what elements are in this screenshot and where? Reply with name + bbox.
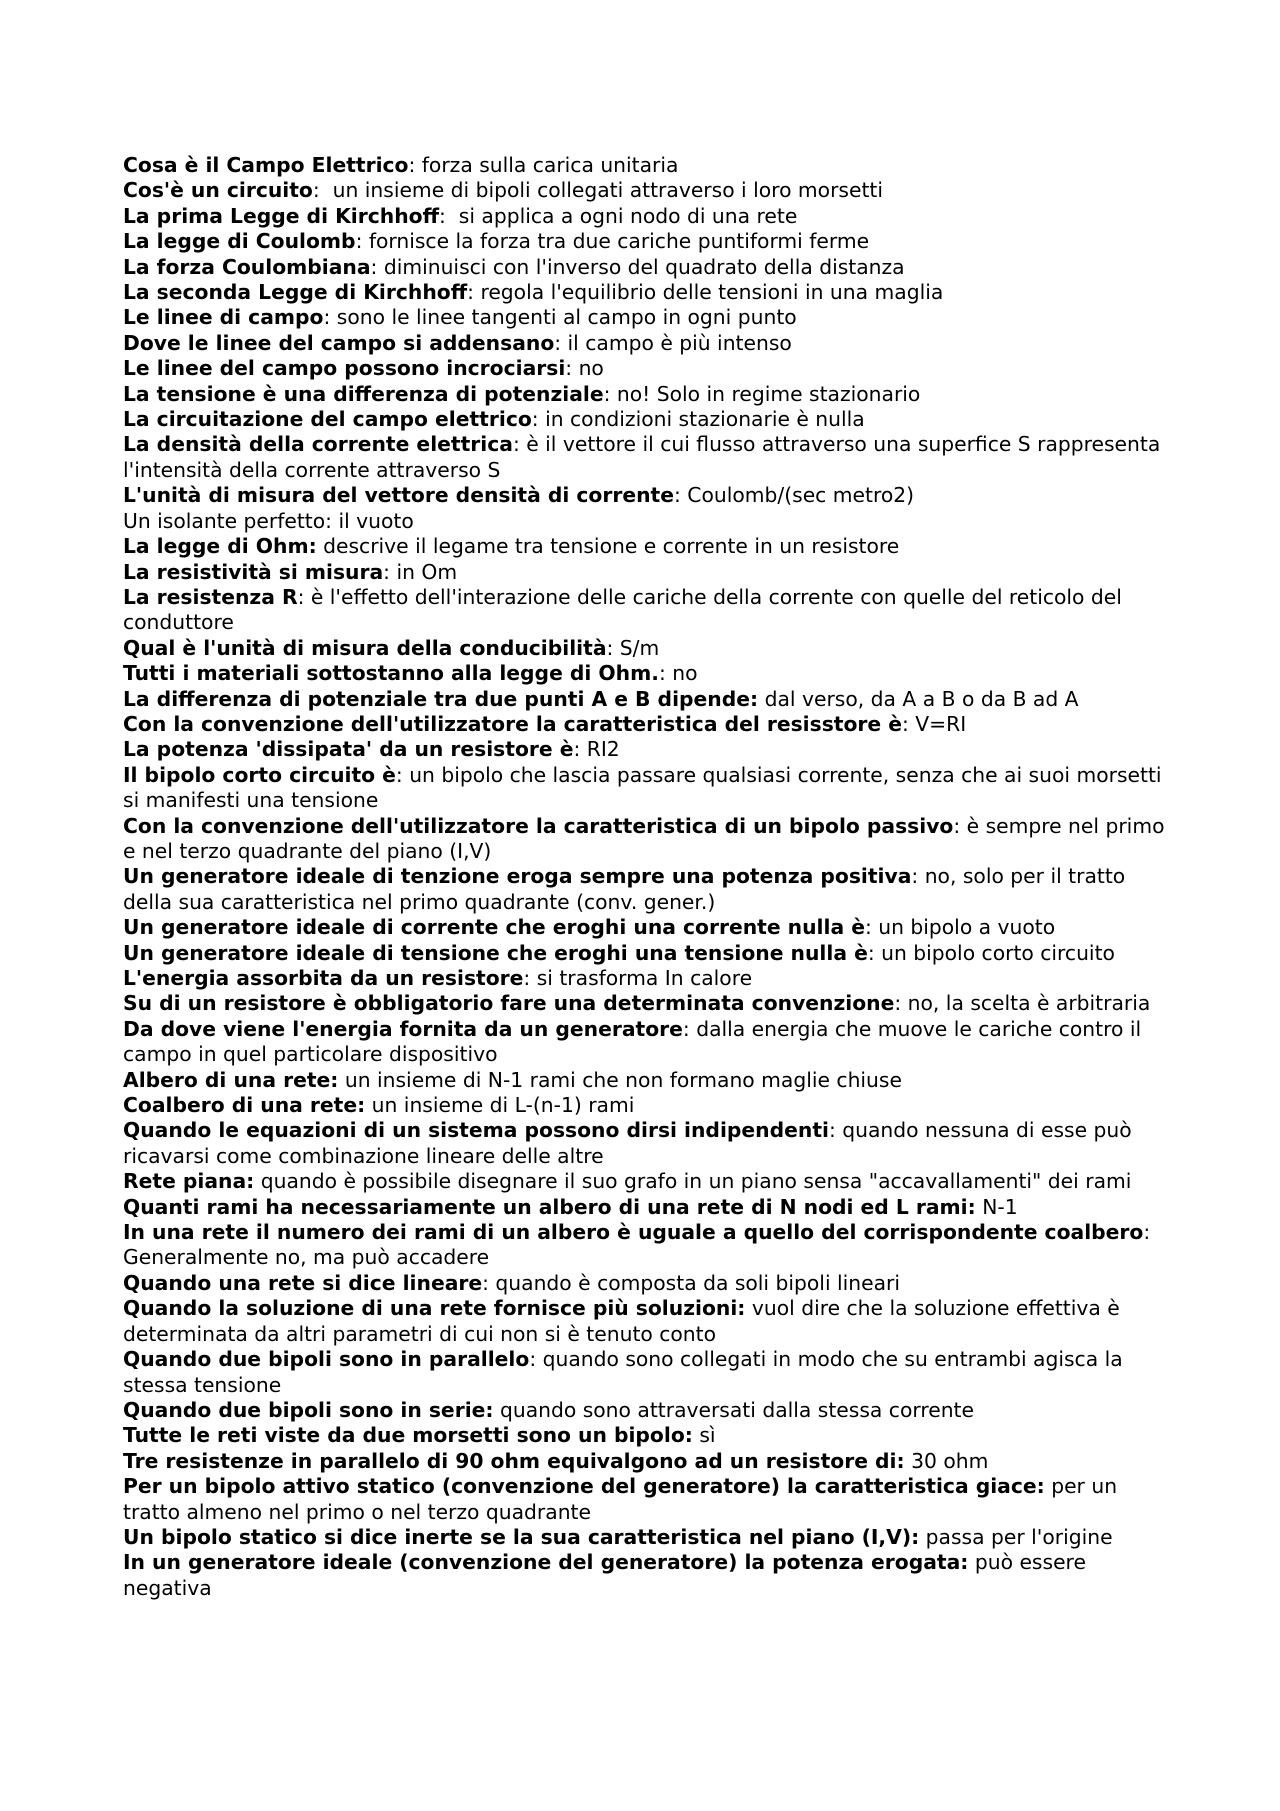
qa-entry <box>123 178 1173 203</box>
qa-entry <box>123 687 1173 712</box>
entry-term: La prima Legge di Kirchhoff <box>123 203 440 228</box>
entry-definition: descrive il legame tra tensione e corrente in un resistore <box>323 534 900 559</box>
entry-term: La legge di Ohm: <box>123 534 317 559</box>
entry-separator: : <box>554 330 568 355</box>
entry-term: La circuitazione del campo elettrico <box>123 407 532 432</box>
entry-separator: : <box>901 711 916 736</box>
document-page <box>123 153 1173 1601</box>
entry-term: Quando due bipoli sono in parallelo <box>123 1347 530 1372</box>
entry-term: Quando le equazioni di un sistema possono dirsi indipendenti <box>123 1118 829 1143</box>
qa-entry <box>123 1296 1173 1347</box>
qa-entry <box>123 229 1173 254</box>
qa-entry <box>123 356 1173 381</box>
entry-separator: : <box>529 1347 543 1372</box>
entry-term: Quando due bipoli sono in serie: <box>123 1397 494 1422</box>
entry-definition: S/m <box>619 635 660 660</box>
entry-definition: quando è composta da soli bipoli lineari <box>495 1270 901 1295</box>
entry-term: La potenza 'dissipata' da un resistore è <box>123 737 574 762</box>
qa-entry <box>123 763 1173 814</box>
entry-separator: : <box>395 762 410 787</box>
entry-separator: : <box>953 813 967 838</box>
entry-term: La seconda Legge di Kirchhoff <box>123 280 468 305</box>
entry-term: La differenza di potenziale tra due punti A e B dipende: <box>123 686 759 711</box>
entry-definition: un bipolo che lascia passare qualsiasi corrente, senza che ai suoi morsetti si manifesti una tensione <box>123 762 1162 813</box>
entry-term: Quando una rete si dice lineare <box>123 1270 483 1295</box>
entry-separator: : <box>312 178 333 203</box>
entry-definition: quando nessuna di esse può ricavarsi come combinazione lineare delle altre <box>123 1118 1132 1168</box>
entry-separator: : <box>565 356 579 381</box>
qa-entry <box>123 1423 1173 1448</box>
entry-definition: no <box>578 356 604 381</box>
entry-term: Quando la soluzione di una rete fornisce più soluzioni: <box>123 1296 746 1321</box>
entry-term: La legge di Coulomb <box>123 229 356 254</box>
entry-separator: : <box>383 559 397 584</box>
entry-definition: 30 ohm <box>911 1448 989 1473</box>
qa-entry <box>123 915 1173 940</box>
entry-definition: in Om <box>396 559 458 584</box>
qa-entry <box>123 204 1173 229</box>
entry-term: Tutte le reti viste da due morsetti sono un bipolo: <box>123 1423 693 1448</box>
entry-definition: è l'effetto dell'interazione delle cariche della corrente con quelle del reticolo del conduttore <box>123 584 1122 635</box>
qa-entry <box>123 153 1173 178</box>
entry-separator: : <box>603 381 617 406</box>
qa-entry <box>123 534 1173 559</box>
entry-definition: un bipolo a vuoto <box>878 915 1056 940</box>
qa-entry <box>123 432 1173 483</box>
qa-entry <box>123 560 1173 585</box>
qa-entry <box>123 1474 1173 1525</box>
entry-term: La forza Coulombiana <box>123 254 371 279</box>
entry-definition: passa per l'origine <box>925 1524 1113 1549</box>
entry-term: Tre resistenze in parallelo di 90 ohm equivalgono ad un resistore di: <box>123 1448 905 1473</box>
entry-term: Un bipolo statico si dice inerte se la sua caratteristica nel piano (I,V): <box>123 1524 920 1549</box>
entry-term: L'unità di misura del vettore densità di corrente <box>123 483 674 508</box>
entry-separator: : <box>828 1118 843 1143</box>
entry-separator: : <box>297 584 311 609</box>
entry-separator: : <box>658 661 673 686</box>
entry-definition: in condizioni stazionarie è nulla <box>545 407 865 432</box>
entry-term: La resistenza R <box>123 584 298 609</box>
entry-definition: no <box>672 661 698 686</box>
entry-separator: : <box>408 153 422 177</box>
entry-definition: N-1 <box>982 1194 1018 1219</box>
qa-entry <box>123 636 1173 661</box>
entry-definition: no, solo per il tratto della sua caratteristica nel primo quadrante (conv. gener.) <box>123 864 1126 914</box>
entry-definition: forza sulla carica unitaria <box>421 153 679 177</box>
entry-term: Su di un resistore è obbligatorio fare una determinata convenzione <box>123 991 895 1016</box>
entry-separator: : <box>439 203 459 228</box>
entry-term: In un generatore ideale (convenzione del generatore) la potenza erogata: <box>123 1550 969 1575</box>
entry-definition: dal verso, da A a B o da B ad A <box>764 686 1079 711</box>
entry-definition: si trasforma In calore <box>536 966 753 990</box>
entry-term: Con la convenzione dell'utilizzatore la caratteristica di un bipolo passivo <box>123 813 954 838</box>
entry-definition: si applica a ogni nodo di una rete <box>458 203 798 228</box>
entry-definition: per un tratto almeno nel primo o nel terzo quadrante <box>123 1474 1118 1524</box>
entry-separator: : <box>523 966 537 990</box>
entry-term: Cosa è il Campo Elettrico <box>123 153 409 177</box>
qa-entry <box>123 1093 1173 1118</box>
entry-separator: : <box>531 407 546 432</box>
qa-entry <box>123 737 1173 762</box>
entry-definition: è il vettore il cui flusso attraverso una superfice S rappresenta l'intensità della corrente attraverso S <box>123 432 1161 482</box>
entry-term: Quanti rami ha necessariamente un albero di una rete di N nodi ed L rami: <box>123 1194 976 1219</box>
qa-entry <box>123 941 1173 966</box>
entry-definition: no! Solo in regime stazionario <box>616 381 921 406</box>
qa-entry <box>123 966 1173 991</box>
entry-definition: Generalmente no, ma può accadere <box>123 1245 490 1270</box>
qa-entry <box>123 1271 1173 1296</box>
entry-definition: è sempre nel primo e nel terzo quadrante del piano (I,V) <box>123 813 1165 863</box>
qa-entry <box>123 1118 1173 1169</box>
entry-definition: sono le linee tangenti al campo in ogni punto <box>336 305 797 330</box>
entry-term: La resistività si misura <box>123 559 384 584</box>
entry-separator: : <box>323 305 337 330</box>
qa-entry <box>123 1449 1173 1474</box>
entry-separator: : <box>1143 1220 1157 1245</box>
entry-definition: fornisce la forza tra due cariche puntiformi ferme <box>368 229 870 254</box>
entry-term: Da dove viene l'energia fornita da un generatore <box>123 1016 683 1041</box>
entry-separator: : <box>325 508 339 533</box>
qa-entry <box>123 585 1173 636</box>
entry-definition: no, la scelta è arbitraria <box>907 991 1151 1016</box>
entry-term: Le linee del campo possono incrociarsi <box>123 356 566 381</box>
entry-term: Per un bipolo attivo statico (convenzione del generatore) la caratteristica giace: <box>123 1474 1045 1499</box>
qa-entry <box>123 1220 1173 1271</box>
entry-separator: : <box>606 635 620 660</box>
entry-term: Qual è l'unità di misura della conducibilità <box>123 635 607 660</box>
entry-term: Un generatore ideale di tenzione eroga sempre una potenza positiva <box>123 864 912 889</box>
entry-definition: dalla energia che muove le cariche contro il campo in quel particolare dispositivo <box>123 1016 1142 1067</box>
entry-separator: : <box>370 254 384 279</box>
qa-entry <box>123 1550 1173 1601</box>
entry-separator: : <box>894 991 908 1016</box>
entry-separator: : <box>482 1270 496 1295</box>
entry-term: Coalbero di una rete: <box>123 1093 366 1118</box>
qa-entry <box>123 1195 1173 1220</box>
qa-entry <box>123 280 1173 305</box>
entry-definition: quando sono attraversati dalla stessa corrente <box>499 1397 974 1422</box>
qa-entry <box>123 509 1173 534</box>
entry-definition: un insieme di L-(n-1) rami <box>371 1093 635 1118</box>
entry-definition: sì <box>699 1423 716 1448</box>
entry-definition: può essere negativa <box>123 1550 1086 1600</box>
entry-definition: un bipolo corto circuito <box>881 940 1115 965</box>
entry-separator: : <box>864 915 879 940</box>
qa-entry <box>123 1398 1173 1423</box>
qa-entry <box>123 305 1173 330</box>
entry-separator: : <box>911 864 925 889</box>
entry-separator: : <box>674 483 688 508</box>
qa-entry <box>123 382 1173 407</box>
entry-definition: V=RI <box>915 711 967 736</box>
entry-term: Un generatore ideale di corrente che eroghi una corrente nulla è <box>123 915 865 940</box>
entry-term: Il bipolo corto circuito è <box>123 762 396 787</box>
qa-entry <box>123 255 1173 280</box>
entry-term: La tensione è una differenza di potenziale <box>123 381 604 406</box>
qa-entry <box>123 483 1173 508</box>
qa-entry <box>123 661 1173 686</box>
entry-definition: il vuoto <box>338 508 414 533</box>
qa-entry <box>123 407 1173 432</box>
qa-entry <box>123 1017 1173 1068</box>
entry-separator: : <box>467 280 481 305</box>
entry-definition: vuol dire che la soluzione effettiva è determinata da altri parametri di cui non si è tenuto conto <box>123 1296 1120 1346</box>
entry-term: Dove le linee del campo si addensano <box>123 330 555 355</box>
entry-term: Con la convenzione dell'utilizzatore la caratteristica del resisstore è <box>123 711 902 736</box>
entry-term: La densità della corrente elettrica <box>123 432 513 457</box>
qa-entry <box>123 1347 1173 1398</box>
entry-definition: RI2 <box>586 737 620 762</box>
qa-entry <box>123 1525 1173 1550</box>
entry-definition: diminuisci con l'inverso del quadrato della distanza <box>383 254 905 279</box>
entry-separator: : <box>573 737 587 762</box>
entry-term: In una rete il numero dei rami di un albero è uguale a quello del corrispondente coalbero <box>123 1220 1144 1245</box>
entry-definition: un insieme di N-1 rami che non formano maglie chiuse <box>344 1067 902 1092</box>
entry-term: Un generatore ideale di tensione che eroghi una tensione nulla è <box>123 940 868 965</box>
entry-term: Rete piana: <box>123 1169 255 1194</box>
entry-definition: quando sono collegati in modo che su entrambi agisca la stessa tensione <box>123 1347 1123 1397</box>
qa-entry <box>123 712 1173 737</box>
entry-term: Albero di una rete: <box>123 1067 339 1092</box>
entry-term: Un isolante perfetto <box>123 508 326 533</box>
entry-definition: Coulomb/(sec metro2) <box>687 483 915 508</box>
entry-separator: : <box>867 940 882 965</box>
entry-definition: un insieme di bipoli collegati attraverso i loro morsetti <box>332 178 884 203</box>
entry-separator: : <box>512 432 527 457</box>
entry-term: Cos'è un circuito <box>123 178 313 203</box>
entry-definition: il campo è più intenso <box>567 330 792 355</box>
entry-definition: quando è possibile disegnare il suo grafo in un piano sensa "accavallamenti" dei rami <box>260 1169 1132 1194</box>
qa-entry <box>123 864 1173 915</box>
qa-entry <box>123 1068 1173 1093</box>
qa-entry <box>123 1169 1173 1194</box>
qa-entry <box>123 331 1173 356</box>
entry-term: L'energia assorbita da un resistore <box>123 966 524 990</box>
entry-term: Le linee di campo <box>123 305 324 330</box>
entry-term: Tutti i materiali sottostanno alla legge di Ohm. <box>123 661 659 686</box>
entry-separator: : <box>682 1016 697 1041</box>
qa-entry <box>123 814 1173 865</box>
entry-separator: : <box>355 229 369 254</box>
qa-entry <box>123 991 1173 1016</box>
entry-definition: regola l'equilibrio delle tensioni in una maglia <box>480 280 944 305</box>
